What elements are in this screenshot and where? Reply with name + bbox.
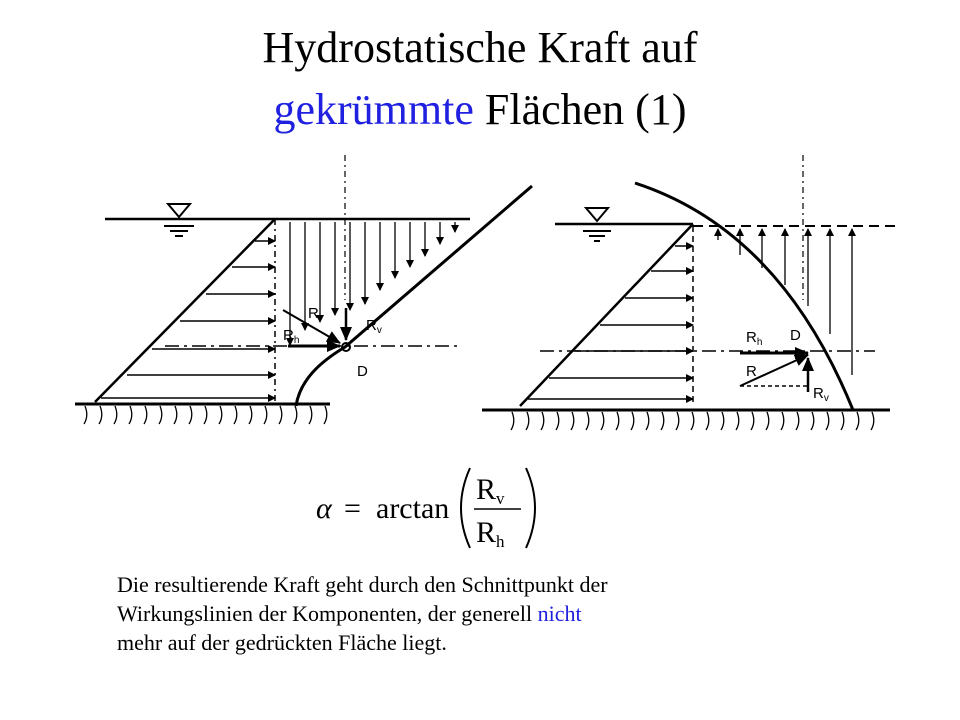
formula-function: arctan <box>376 492 450 525</box>
formula-right-paren <box>526 468 535 548</box>
left-label-rh <box>283 327 299 346</box>
formula <box>316 468 535 551</box>
formula-denominator-sub: h <box>496 532 505 551</box>
formula-numerator <box>476 473 505 508</box>
formula-alpha: α <box>316 492 332 525</box>
ground-hatching <box>511 412 874 430</box>
description-highlight-word: nicht <box>537 601 582 626</box>
ground-hatching <box>84 406 327 424</box>
right-diagram <box>482 155 895 430</box>
formula-numerator-sub: v <box>496 489 505 508</box>
left-label-rv-main: R <box>366 317 377 334</box>
formula-denominator-main: R <box>476 516 497 549</box>
description-line-2 <box>117 599 837 628</box>
left-diagram <box>75 155 532 424</box>
formula-denominator <box>476 516 505 551</box>
formula-equals: = <box>344 492 361 525</box>
title-highlight-word: gekrümmte <box>273 85 474 134</box>
right-label-d: D <box>790 327 801 344</box>
right-label-rv <box>813 385 829 404</box>
formula-numerator-main: R <box>476 473 497 506</box>
description-paragraph <box>117 570 837 657</box>
right-label-rv-sub: v <box>823 393 829 404</box>
right-label-rh-sub: h <box>756 337 763 348</box>
title-rest: Flächen (1) <box>473 85 687 134</box>
horizontal-pressure-arrows <box>528 246 693 399</box>
left-label-rh-sub: h <box>293 335 300 346</box>
description-line-1: Die resultierende Kraft geht durch den Schnittpunkt der <box>117 572 608 597</box>
left-label-r: R <box>308 305 319 322</box>
right-label-rh <box>746 329 762 348</box>
left-label-d: D <box>357 363 368 380</box>
right-label-rv-main: R <box>813 385 824 402</box>
page-title-line-1: Hydrostatische Kraft auf <box>262 23 698 72</box>
horizontal-pressure-arrows <box>101 241 275 398</box>
left-label-rv-sub: v <box>376 325 382 336</box>
description-line-2-text: Wirkungslinien der Komponenten, der generell <box>117 601 538 626</box>
description-line-3: mehr auf der gedrückten Fläche liegt. <box>117 630 447 655</box>
left-label-rh-main: R <box>283 327 294 344</box>
right-label-rh-main: R <box>746 329 757 346</box>
formula-left-paren <box>461 468 470 548</box>
curved-wall <box>635 183 853 410</box>
left-label-rv <box>366 317 382 336</box>
right-label-r: R <box>746 363 757 380</box>
